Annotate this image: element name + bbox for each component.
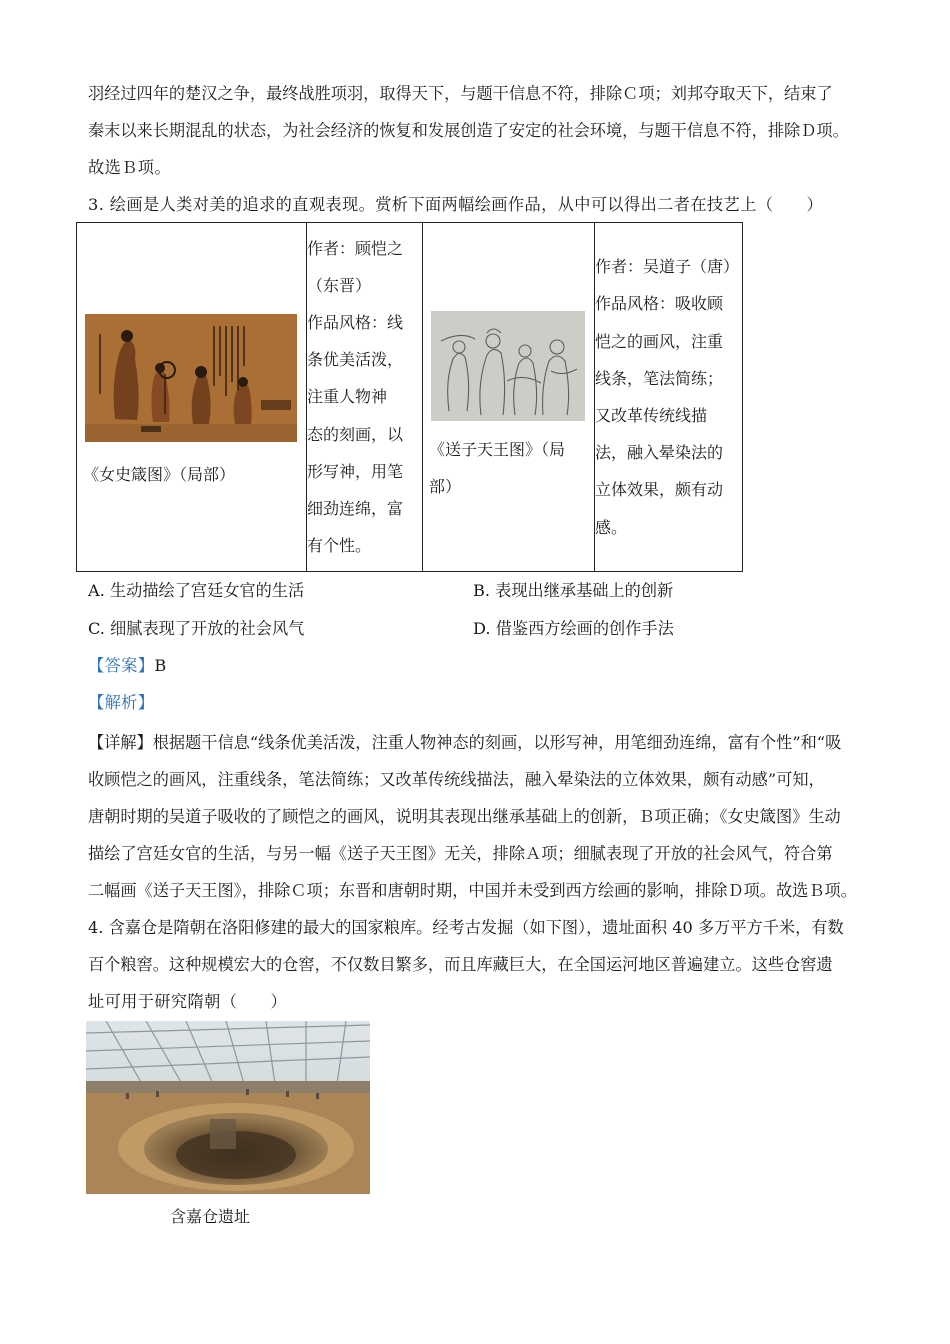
painting2-cell (423, 223, 595, 572)
desc-line: 有个性。 (307, 536, 372, 556)
detail-tag: 【详解】 (88, 733, 153, 752)
desc-line: 作品风格：线 (307, 312, 404, 332)
photo-caption: 含嘉仓遗址 (170, 1207, 251, 1226)
desc-line: 作者：顾恺之 (307, 238, 404, 258)
option-a: A. 生动描绘了宫廷女官的生活 (88, 581, 305, 600)
answer-tag: 【答案】 (88, 656, 155, 675)
paragraph-line: 羽经过四年的楚汉之争，最终战胜项羽，取得天下，与题干信息不符，排除Ｃ项；刘邦夺取天下，结束了 (88, 84, 833, 103)
question-4-stem: 址可用于研究隋朝（ ） (88, 992, 288, 1011)
painting1-caption: 《女史箴图》（局部） (83, 464, 236, 484)
desc-line: 态的刻画，以 (307, 424, 404, 444)
detail-text: 根据题干信息“线条优美活泼，注重人物神态的刻画，以形写神，用笔细劲连绵，富有个性”和“吸 (152, 733, 842, 752)
painting1-cell (77, 223, 307, 572)
paragraph-line: 故选Ｂ项。 (88, 158, 171, 177)
desc-line: 条优美活泼， (307, 350, 404, 370)
option-c: C. 细腻表现了开放的社会风气 (88, 619, 305, 638)
desc-line: 又改革传统线描 (595, 406, 708, 425)
desc-line: 作品风格：吸收顾 (595, 294, 724, 314)
desc-line: 立体效果，颇有动 (595, 480, 724, 500)
detail-line: 描绘了宫廷女官的生活，与另一幅《送子天王图》无关，排除Ａ项；细腻表现了开放的社会风气，符合第 (88, 844, 833, 863)
painting2-description (595, 223, 743, 572)
caption-line: 《送子天王图》（局 (429, 440, 566, 459)
paintings-comparison-table (76, 222, 743, 572)
desc-line: 线条，笔法简练； (595, 368, 724, 388)
desc-line: 注重人物神 (307, 387, 388, 407)
caption-line: 部） (429, 477, 462, 496)
answer-value: B (154, 656, 167, 675)
question-4-stem: 百个粮窖。这种规模宏大的仓窖，不仅数目繁多，而且库藏巨大，在全国运河地区普遍建立。这些仓窖遗 (88, 955, 833, 974)
paragraph-line: 秦末以来长期混乱的状态，为社会经济的恢复和发展创造了安定的社会环境，与题干信息不符，排除Ｄ项。 (88, 121, 849, 140)
detail-line: 唐朝时期的吴道子吸收的了顾恺之的画风，说明其表现出继承基础上的创新，Ｂ项正确；《女史箴图》生动 (88, 807, 841, 826)
painting2-caption (423, 431, 594, 505)
analysis-line (88, 692, 154, 714)
option-d: D. 借鉴西方绘画的创作手法 (473, 619, 674, 638)
desc-line: 形写神，用笔 (307, 461, 404, 481)
painting-nushizhen-image (85, 314, 297, 442)
desc-line: （东晋） (307, 275, 372, 295)
question-3-stem: 3. 绘画是人类对美的追求的直观表现。赏析下面两幅绘画作品，从中可以得出二者在技艺上（ ） (88, 195, 824, 214)
analysis-tag: 【解析】 (88, 693, 155, 712)
option-b: B. 表现出继承基础上的创新 (473, 581, 674, 600)
answer-line (88, 655, 167, 677)
detail-line: 收顾恺之的画风，注重线条，笔法简练；又改革传统线描法，融入晕染法的立体效果，颇有动感”可知， (88, 770, 825, 789)
desc-line: 作者：吴道子（唐） (595, 257, 740, 277)
desc-line: 法，融入晕染法的 (595, 443, 724, 463)
detail-line: 二幅画《送子天王图》，排除Ｃ项；东晋和唐朝时期，中国并未受到西方绘画的影响，排除Ｄ项。故选Ｂ项。 (88, 881, 857, 900)
painting1-description (307, 223, 423, 572)
question-4-stem: 4. 含嘉仓是隋朝在洛阳修建的最大的国家粮库。经考古发掘（如下图），遗址面积 40 多万平方千米，有数 (88, 918, 844, 937)
hanjiacang-site-photo (86, 1021, 370, 1194)
desc-line: 恺之的画风，注重 (595, 331, 724, 351)
desc-line: 细劲连绵，富 (307, 499, 404, 518)
painting-songzi-tianwang-image (431, 311, 585, 421)
detail-line (88, 732, 863, 754)
desc-line: 感。 (595, 517, 628, 537)
